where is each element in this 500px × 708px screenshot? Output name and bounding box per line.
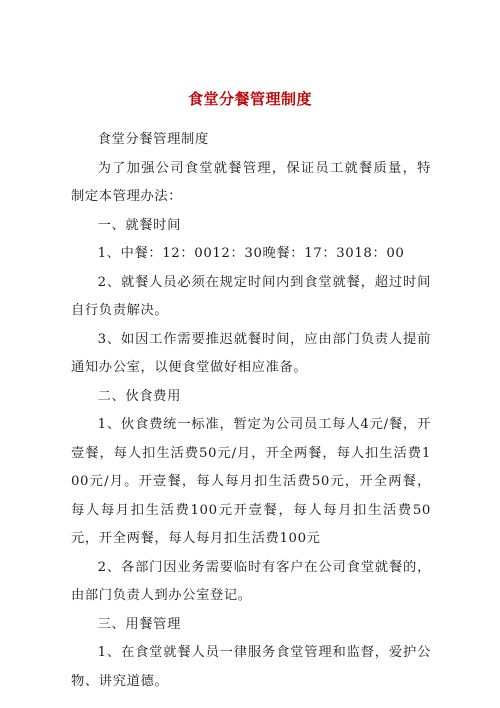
paragraph-intro: 为了加强公司食堂就餐管理，保证员工就餐质量，特制定本管理办法： — [71, 160, 431, 204]
section-heading-dining-time: 一、就餐时间 — [97, 217, 181, 233]
paragraph-fee-standard: 1、伙食费统一标准，暂定为公司员工每人4元/餐，开壹餐，每人扣生活费50元/月，开全两餐，每人扣生活费100元/月。开壹餐，每人每月扣生活费50元，开全两餐，每人每月扣生活费100元开壹餐，每人每月扣生活费50元，开全两餐，每人每月扣生活费100元 — [71, 417, 431, 546]
paragraph-meal-times: 1、中餐：12：0012：30晚餐：17：3018：00 — [97, 246, 405, 261]
paragraph-heading-repeat: 食堂分餐管理制度 — [97, 132, 209, 147]
document-title: 食堂分餐管理制度 — [187, 90, 312, 108]
paragraph-dining-rule: 2、就餐人员必须在规定时间内到食堂就餐，超过时间自行负责解决。 — [71, 274, 431, 318]
paragraph-guest-registration: 2、各部门因业务需要临时有客户在公司食堂就餐的，由部门负责人到办公室登记。 — [71, 559, 431, 603]
document-body — [71, 126, 431, 696]
paragraph-delay-rule: 3、如因工作需要推迟就餐时间，应由部门负责人提前通知办公室，以便食堂做好相应准备。 — [71, 331, 431, 375]
section-heading-dining-management: 三、用餐管理 — [97, 616, 181, 632]
paragraph-conduct-rule: 1、在食堂就餐人员一律服务食堂管理和监督，爱护公物、讲究道德。 — [71, 645, 431, 689]
section-heading-meal-fees: 二、伙食费用 — [97, 388, 181, 404]
